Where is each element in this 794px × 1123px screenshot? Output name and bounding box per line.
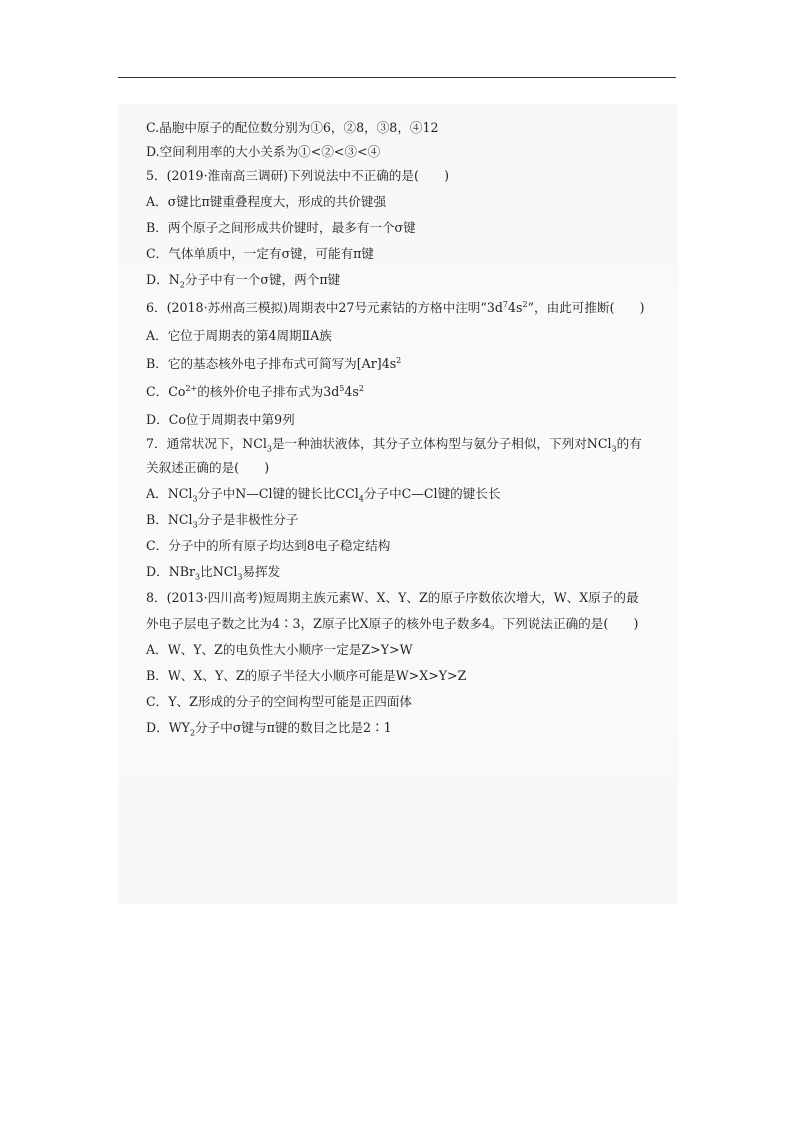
header-rule xyxy=(118,77,676,78)
question-8-stem-line1: 8．(2013·四川高考)短周期主族元素W、X、Y、Z的原子序数依次增大，W、X原子的最 xyxy=(146,590,639,605)
q6-option-a: A．它位于周期表的第4周期ⅡA族 xyxy=(146,328,332,343)
question-8-stem-line2: 外电子层电子数之比为4∶3，Z原子比X原子的核外电子数多4。下列说法正确的是( ) xyxy=(146,616,639,631)
question-7-stem-line1: 7．通常状况下，NCl$_3$是一种油状液体，其分子立体构型与氨分子相似，下列对NCl$_3$的有 xyxy=(146,436,642,454)
q7-option-c: C．分子中的所有原子均达到8电子稳定结构 xyxy=(146,538,391,553)
q6-option-d: D．Co位于周期表中第9列 xyxy=(146,412,295,427)
q7-option-b: B．NCl$_3$分子是非极性分子 xyxy=(146,512,299,530)
q7-option-d: D．NBr$_3$比NCl$_3$易挥发 xyxy=(146,564,281,582)
question-7-stem-line2: 关叙述正确的是( ) xyxy=(146,460,270,475)
q5-option-d: D．$N_2$分子中有一个σ键，两个π键 xyxy=(146,272,341,290)
q6-option-b: B．它的基态核外电子排布式可简写为$[Ar]4s^2$ xyxy=(146,355,402,371)
q5-option-a: A．σ键比π键重叠程度大，形成的共价键强 xyxy=(146,194,387,209)
option-d-space-utilization: D.空间利用率的大小关系为①<②<③<④ xyxy=(146,144,381,159)
q8-option-a: A．W、Y、Z的电负性大小顺序一定是Z>Y>W xyxy=(146,642,413,657)
q6-option-c: C．$Co^{2+}$的核外价电子排布式为$3d^54s^2$ xyxy=(146,383,364,399)
q8-option-c: C．Y、Z形成的分子的空间构型可能是正四面体 xyxy=(146,694,412,709)
question-6-stem: 6．(2018·苏州高三模拟)周期表中27号元素钴的方格中注明“$3d^74s^2$”，由此可推断( ) xyxy=(146,299,645,315)
q5-option-c: C．气体单质中，一定有σ键，可能有π键 xyxy=(146,246,375,261)
question-5-stem: 5．(2019·淮南高三调研)下列说法中不正确的是( ) xyxy=(146,168,450,183)
q7-option-a: A．NCl$_3$分子中N—Cl键的键长比CCl$_4$分子中C—Cl键的键长长 xyxy=(146,486,501,504)
option-c-coordination: C.晶胞中原子的配位数分别为①6，②8，③8，④12 xyxy=(146,120,439,135)
q5-option-b: B．两个原子之间形成共价键时，最多有一个σ键 xyxy=(146,220,416,235)
q8-option-d: D．$WY_2$分子中σ键与π键的数目之比是2∶1 xyxy=(146,720,392,738)
q8-option-b: B．W、X、Y、Z的原子半径大小顺序可能是W>X>Y>Z xyxy=(146,668,467,683)
